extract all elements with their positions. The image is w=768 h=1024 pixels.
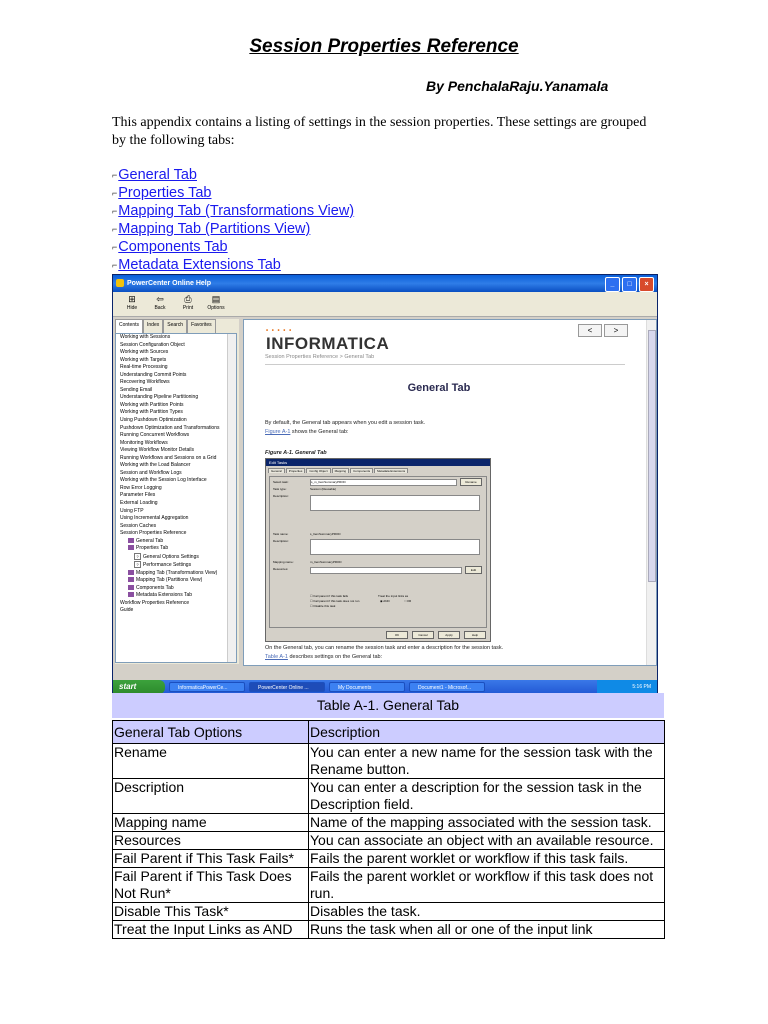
toc-item bbox=[112, 184, 354, 202]
dialog-ok-button: OK bbox=[386, 631, 408, 639]
tree-item-label: Metadata Extensions Tab bbox=[136, 592, 193, 599]
tree-item[interactable]: Session Properties Reference bbox=[120, 530, 187, 537]
dialog-field bbox=[310, 567, 462, 574]
option-name-cell: Treat the Input Links as AND bbox=[113, 921, 309, 939]
dialog-tab: General bbox=[268, 468, 285, 473]
figure-caption: Figure A-1. General Tab bbox=[265, 450, 327, 456]
informatica-logo: • • • • • INFORMATICA bbox=[266, 328, 390, 353]
general-tab-options-table bbox=[112, 720, 665, 939]
tree-item[interactable]: Session Caches bbox=[120, 522, 157, 529]
tree-subitem[interactable] bbox=[120, 592, 236, 600]
hide-button[interactable]: ⊞ Hide bbox=[121, 292, 143, 316]
dialog-checkbox: ☐ Fail parent if this task fails bbox=[310, 594, 349, 598]
minimize-icon[interactable]: _ bbox=[605, 277, 620, 292]
tree-item-label: Properties Tab bbox=[136, 545, 169, 552]
dialog-tab: Mapping bbox=[332, 468, 350, 473]
help-toolbar bbox=[113, 292, 657, 317]
toc-item bbox=[112, 238, 354, 256]
table-link[interactable]: Table A-1 bbox=[265, 654, 288, 660]
tree-item[interactable]: Understanding Commit Points bbox=[120, 371, 187, 378]
bookmark-icon: ⌐ bbox=[112, 206, 118, 216]
hide-icon: ⊞ bbox=[128, 294, 136, 304]
tab-index[interactable]: Index bbox=[143, 319, 163, 333]
book-icon bbox=[128, 545, 134, 550]
tree-subitem[interactable] bbox=[120, 553, 236, 561]
dialog-label: Task type: bbox=[273, 487, 287, 491]
option-name-cell: Description bbox=[113, 779, 309, 814]
tab-contents[interactable]: Contents bbox=[115, 319, 143, 333]
dialog-checkbox: ☐ Disable this task bbox=[310, 604, 336, 608]
figure-link[interactable]: Figure A-1 bbox=[265, 429, 291, 435]
table-header-row bbox=[113, 721, 665, 744]
dialog-radio-label: Treat the input links as bbox=[378, 594, 409, 598]
dialog-tab: Components bbox=[350, 468, 373, 473]
dialog-tab: Properties bbox=[286, 468, 306, 473]
close-icon[interactable]: × bbox=[639, 277, 654, 292]
help-topic-icon: ? bbox=[134, 553, 141, 560]
tree-item[interactable]: Using Pushdown Optimization bbox=[120, 417, 187, 424]
help-paragraph: Table A-1 describes settings on the General tab: bbox=[265, 654, 383, 660]
link-metadata-extensions-tab[interactable]: Metadata Extensions Tab bbox=[118, 257, 281, 273]
help-paragraph: Figure A-1 shows the General tab: bbox=[265, 429, 349, 435]
print-button[interactable]: ⎙ Print bbox=[177, 292, 199, 316]
dialog-apply-button: Apply bbox=[438, 631, 460, 639]
table-row bbox=[113, 868, 665, 903]
help-paragraph: On the General tab, you can rename the session task and enter a description for the session task. bbox=[265, 645, 504, 651]
tab-favorites[interactable]: Favorites bbox=[187, 319, 216, 333]
start-button[interactable]: start bbox=[113, 680, 165, 694]
tree-subitem[interactable] bbox=[120, 561, 236, 569]
maximize-icon[interactable]: □ bbox=[622, 277, 637, 292]
help-topic-icon: ? bbox=[134, 561, 141, 568]
tree-scrollbar[interactable] bbox=[227, 334, 236, 662]
taskbar-item[interactable]: InformaticaPowerCe... bbox=[169, 682, 245, 692]
intro-paragraph: This appendix contains a listing of settings in the session properties. These settings are grouped by the following tabs: bbox=[112, 115, 647, 148]
logo-dots: • • • • • bbox=[266, 328, 293, 334]
table-header-cell: General Tab Options bbox=[113, 721, 309, 744]
tree-item[interactable]: Parameter Files bbox=[120, 492, 156, 499]
dialog-tab: Metadata Extensions bbox=[374, 468, 408, 473]
tree-item[interactable]: Understanding Pipeline Partitioning bbox=[120, 394, 199, 401]
nav-tabs bbox=[115, 319, 239, 333]
option-name-cell: Fail Parent if This Task Does Not Run* bbox=[113, 868, 309, 903]
windows-taskbar bbox=[113, 680, 657, 694]
table-row bbox=[113, 779, 665, 814]
tree-item[interactable]: Sending Email bbox=[120, 386, 153, 393]
back-button[interactable]: ⇦ Back bbox=[149, 292, 171, 316]
dialog-edit-button: Edit bbox=[465, 566, 482, 574]
option-name-cell: Fail Parent if This Task Fails* bbox=[113, 850, 309, 868]
dialog-label: Select task: bbox=[273, 480, 289, 484]
option-description-cell: Name of the mapping associated with the session task. bbox=[309, 814, 665, 832]
next-page-button[interactable]: > bbox=[604, 324, 628, 337]
contents-tree bbox=[115, 333, 237, 663]
dialog-label: Mapping name: bbox=[273, 560, 294, 564]
tree-item[interactable]: Working with Sources bbox=[120, 349, 169, 356]
tree-item[interactable]: Running Workflows and Sessions on a Grid bbox=[120, 454, 217, 461]
tree-item[interactable]: Viewing Workflow Monitor Details bbox=[120, 447, 195, 454]
tree-item-label: Mapping Tab (Partitions View) bbox=[136, 577, 203, 584]
table-row bbox=[113, 744, 665, 779]
tree-item[interactable]: External Loading bbox=[120, 500, 158, 507]
dialog-radio: ○ OR bbox=[404, 599, 412, 603]
table-row bbox=[113, 850, 665, 868]
document-title: Session Properties Reference bbox=[249, 36, 519, 57]
tree-subitem[interactable] bbox=[120, 577, 236, 585]
tree-item[interactable]: Working with Targets bbox=[120, 356, 167, 363]
link-mapping-partitions-tab[interactable]: Mapping Tab (Partitions View) bbox=[118, 221, 311, 237]
scrollbar-thumb[interactable] bbox=[648, 330, 656, 582]
edit-tasks-dialog-image bbox=[265, 458, 491, 642]
tree-item[interactable]: Working with Partition Points bbox=[120, 401, 184, 408]
bookmark-icon: ⌐ bbox=[112, 224, 118, 234]
app-icon bbox=[116, 279, 124, 287]
breadcrumb: Session Properties Reference > General Tab bbox=[265, 354, 375, 360]
taskbar-item[interactable]: My Documents bbox=[329, 682, 405, 692]
option-description-cell: Runs the task when all or one of the input link bbox=[309, 921, 665, 939]
table-row bbox=[113, 903, 665, 921]
author-line: By PenchalaRaju.Yanamala bbox=[426, 78, 609, 94]
option-description-cell: You can associate an object with an available resource. bbox=[309, 832, 665, 850]
tab-search[interactable]: Search bbox=[163, 319, 187, 333]
divider bbox=[265, 364, 625, 365]
tree-item[interactable]: Working with the Load Balancer bbox=[120, 462, 191, 469]
tree-item[interactable]: Working with the Session Log Interface bbox=[120, 477, 207, 484]
book-icon bbox=[128, 577, 134, 582]
dialog-textarea bbox=[310, 539, 480, 555]
book-icon bbox=[128, 592, 134, 597]
tree-item[interactable]: Recovering Workflows bbox=[120, 379, 170, 386]
tree-item[interactable]: Pushdown Optimization and Transformations bbox=[120, 424, 220, 431]
option-description-cell: You can enter a new name for the session task with the Rename button. bbox=[309, 744, 665, 779]
navigation-pane bbox=[115, 319, 239, 664]
taskbar-item[interactable]: PowerCenter Online ... bbox=[249, 682, 325, 692]
tree-item[interactable]: Working with Sessions bbox=[120, 334, 171, 340]
option-name-cell: Mapping name bbox=[113, 814, 309, 832]
tree-subitem[interactable] bbox=[120, 538, 236, 546]
dialog-field: s_m_ItemSummaryPROD bbox=[310, 479, 457, 486]
tree-item[interactable]: Session and Workflow Logs bbox=[120, 469, 182, 476]
tree-item-label: Components Tab bbox=[136, 584, 174, 591]
options-button[interactable]: ▤ Options bbox=[205, 292, 227, 316]
dialog-value: Session (Reusable) bbox=[310, 487, 337, 491]
tree-item[interactable]: Real-time Processing bbox=[120, 364, 168, 371]
dialog-checkbox: ☐ Fail parent if this task does not run bbox=[310, 599, 360, 603]
table-row bbox=[113, 832, 665, 850]
system-tray-clock: 5:16 PM bbox=[597, 680, 657, 694]
link-general-tab[interactable]: General Tab bbox=[118, 167, 197, 183]
table-row bbox=[113, 921, 665, 939]
help-paragraph: By default, the General tab appears when you edit a session task. bbox=[265, 420, 426, 426]
book-icon bbox=[128, 585, 134, 590]
table-caption: Table A-1. General Tab bbox=[112, 693, 664, 718]
dialog-help-button: Help bbox=[464, 631, 486, 639]
option-description-cell: You can enter a description for the session task in the Description field. bbox=[309, 779, 665, 814]
tree-item[interactable]: Guide bbox=[120, 607, 134, 614]
bookmark-icon: ⌐ bbox=[112, 242, 118, 252]
tree-item-label: General Tab bbox=[136, 537, 164, 544]
dialog-textarea bbox=[310, 495, 480, 511]
toc-item bbox=[112, 220, 354, 238]
toc-item bbox=[112, 256, 354, 274]
back-arrow-icon: ⇦ bbox=[156, 294, 164, 304]
option-description-cell: Disables the task. bbox=[309, 903, 665, 921]
tree-item[interactable]: Workflow Properties Reference bbox=[120, 599, 190, 606]
tree-item[interactable]: Running Concurrent Workflows bbox=[120, 432, 190, 439]
tree-item-label: General Options Settings bbox=[143, 553, 199, 560]
book-icon bbox=[128, 570, 134, 575]
tree-item-label: Performance Settings bbox=[143, 562, 192, 569]
option-name-cell: Rename bbox=[113, 744, 309, 779]
window-titlebar bbox=[113, 275, 657, 292]
tree-item[interactable]: Monitoring Workflows bbox=[120, 439, 168, 446]
tree-item[interactable]: Working with Partition Types bbox=[120, 409, 183, 416]
tab-link-list bbox=[112, 166, 354, 274]
tree-subitem[interactable] bbox=[120, 545, 236, 553]
help-window-screenshot bbox=[112, 274, 658, 695]
tree-item[interactable]: Session Configuration Object bbox=[120, 341, 185, 348]
tree-item-label: Mapping Tab (Transformations View) bbox=[136, 569, 218, 576]
tree-subitem[interactable] bbox=[120, 585, 236, 593]
previous-page-button[interactable]: < bbox=[578, 324, 602, 337]
table-header-cell: Description bbox=[309, 721, 665, 744]
content-scrollbar[interactable] bbox=[646, 320, 656, 665]
option-name-cell: Disable This Task* bbox=[113, 903, 309, 921]
option-description-cell: Fails the parent worklet or workflow if this task does not run. bbox=[309, 868, 665, 903]
option-description-cell: Fails the parent worklet or workflow if this task fails. bbox=[309, 850, 665, 868]
printer-icon: ⎙ bbox=[184, 294, 192, 304]
dialog-value: m_ItemSummaryPROD bbox=[310, 560, 342, 564]
dialog-radio: ◉ AND bbox=[380, 599, 390, 603]
dialog-title: Edit Tasks bbox=[266, 459, 490, 466]
book-icon bbox=[128, 538, 134, 543]
dialog-value: s_ItemSummaryPROD bbox=[310, 532, 341, 536]
bookmark-icon: ⌐ bbox=[112, 188, 118, 198]
tree-item[interactable]: Using FTP bbox=[120, 507, 144, 514]
page-heading: General Tab bbox=[407, 382, 471, 394]
dialog-label: Description: bbox=[273, 539, 289, 543]
option-name-cell: Resources bbox=[113, 832, 309, 850]
dialog-body bbox=[269, 476, 487, 628]
dialog-tabs bbox=[266, 466, 490, 473]
options-icon: ▤ bbox=[211, 294, 221, 304]
link-properties-tab[interactable]: Properties Tab bbox=[118, 185, 212, 201]
window-title: PowerCenter Online Help bbox=[127, 280, 212, 287]
dialog-label: Resources: bbox=[273, 567, 289, 571]
link-mapping-transformations-tab[interactable]: Mapping Tab (Transformations View) bbox=[118, 203, 355, 219]
dialog-label: Description: bbox=[273, 494, 289, 498]
taskbar-item[interactable]: Document1 - Microsof... bbox=[409, 682, 485, 692]
dialog-label: Task name: bbox=[273, 532, 289, 536]
bookmark-icon: ⌐ bbox=[112, 260, 118, 270]
link-components-tab[interactable]: Components Tab bbox=[118, 239, 228, 255]
dialog-cancel-button: Cancel bbox=[412, 631, 434, 639]
content-pane bbox=[243, 319, 657, 666]
toc-item bbox=[112, 166, 354, 184]
table-row bbox=[113, 814, 665, 832]
tree-item[interactable]: Using Incremental Aggregation bbox=[120, 515, 189, 522]
tree-item[interactable]: Row Error Logging bbox=[120, 484, 162, 491]
toc-item bbox=[112, 202, 354, 220]
dialog-rename-button: Rename bbox=[460, 478, 482, 486]
dialog-tab: Config Object bbox=[306, 468, 330, 473]
tree-subitem[interactable] bbox=[120, 570, 236, 578]
bookmark-icon: ⌐ bbox=[112, 170, 118, 180]
